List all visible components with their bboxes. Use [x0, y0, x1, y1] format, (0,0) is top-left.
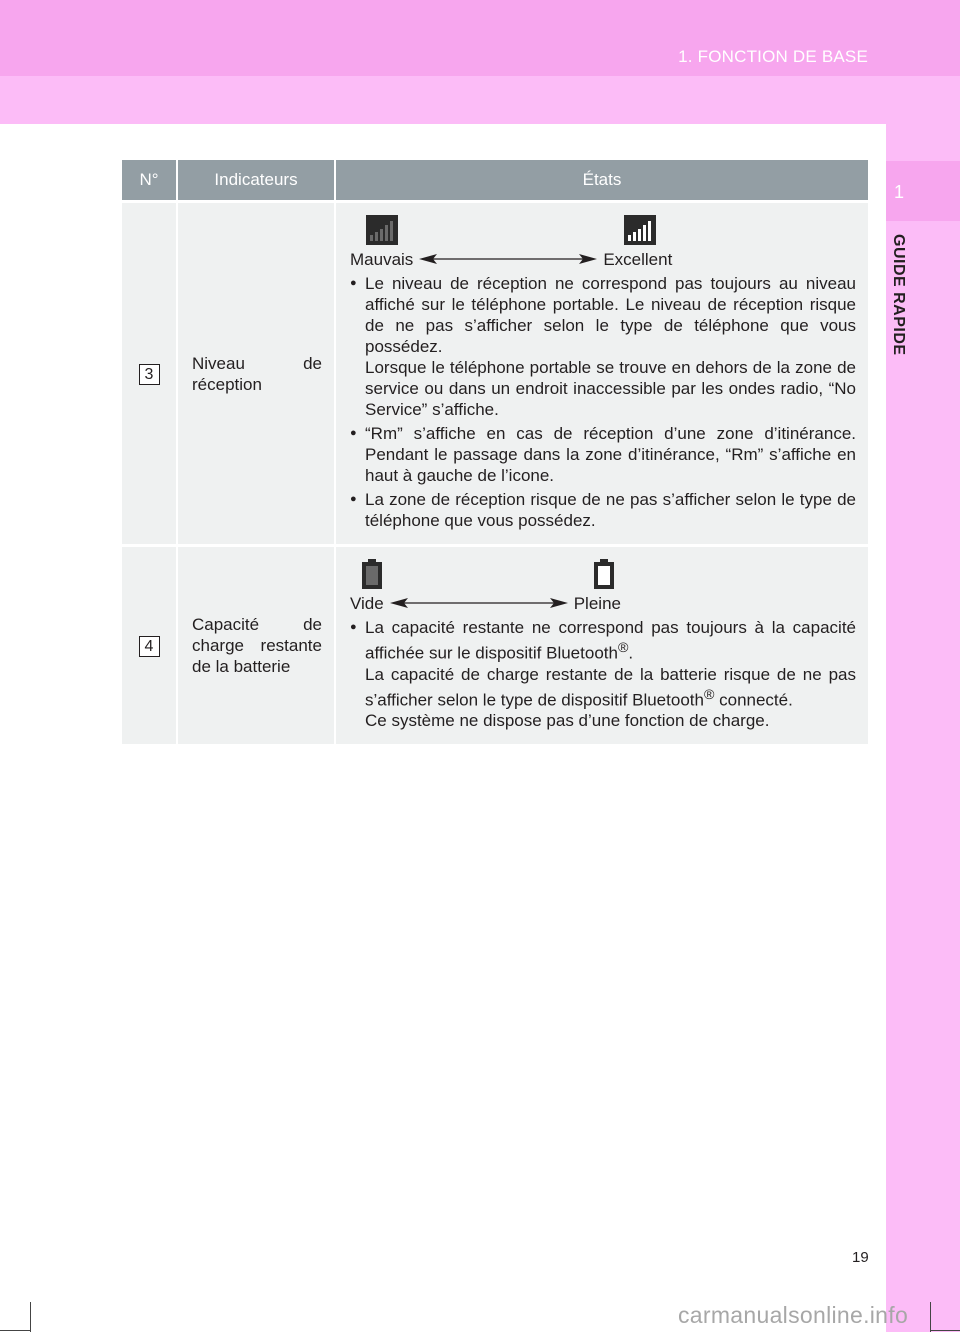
- registered-mark: ®: [617, 640, 629, 656]
- list-item: ● “Rm” s’affiche en cas de réception d’une zone d’itinérance. Pendant le passage dans la zone d’itinérance, “Rm” s’affiche en haut à gauche de l’icone.: [350, 423, 856, 486]
- scale-row: [350, 591, 856, 615]
- double-arrow-icon: [390, 597, 568, 609]
- header-sub-band: [0, 76, 960, 124]
- crop-mark: [930, 1302, 931, 1332]
- indicator-label: Capacité de charge restante de la batterie: [192, 615, 322, 677]
- icon-row: [350, 213, 856, 247]
- bullet-extra-text: Ce système ne dispose pas d’une fonction de charge.: [365, 711, 770, 731]
- row-number: 3: [139, 364, 160, 385]
- bullet-extra-text: La capacité de charge restante de la batterie risque de ne pas s’afficher selon le type de dispositif Bluetooth: [365, 664, 856, 710]
- list-item: ● La zone de réception risque de ne pas s’afficher selon le type de téléphone que vous possédez.: [350, 489, 856, 531]
- header-states: États: [335, 160, 868, 202]
- bullet-list: [350, 617, 856, 731]
- table-row: [122, 546, 868, 745]
- indicator-cell: [177, 202, 335, 546]
- signal-strong-icon: [624, 215, 656, 245]
- battery-full-icon: [594, 559, 614, 589]
- double-arrow-icon: [419, 253, 597, 265]
- bullet-text: La capacité restante ne correspond pas toujours à la capacité affichée sur le dispositif Bluetooth: [365, 618, 856, 663]
- registered-mark: ®: [703, 686, 715, 703]
- indicator-label: Niveau de réception: [192, 353, 322, 394]
- indicator-table: [122, 160, 868, 744]
- table-row: [122, 202, 868, 546]
- chapter-number: 1: [894, 182, 905, 202]
- row-number: 4: [139, 636, 160, 657]
- icon-row: [350, 557, 856, 591]
- page-number: 19: [852, 1249, 869, 1266]
- bullet-text: Le niveau de réception ne correspond pas toujours au niveau affiché sur le téléphone portable. Le niveau de réception risque de ne pas s’afficher selon le type de téléphone que vous possédez.: [365, 274, 856, 356]
- crop-mark: [0, 1330, 30, 1331]
- bullet-extra-text: Lorsque le téléphone portable se trouve en dehors de la zone de service ou dans un endroit inaccessible par les ondes radio, “No Service” s’affiche.: [365, 358, 856, 419]
- scale-right-label: Excellent: [603, 249, 673, 269]
- section-title: 1. FONCTION DE BASE: [678, 47, 868, 66]
- row-number-cell: [122, 202, 177, 546]
- signal-weak-icon: [366, 215, 398, 245]
- state-cell: [335, 202, 868, 546]
- header-number: N°: [122, 160, 177, 202]
- scale-left-label: Mauvais: [350, 249, 414, 269]
- state-cell: [335, 546, 868, 745]
- row-number-cell: [122, 546, 177, 745]
- bullet-list: [350, 273, 856, 531]
- list-item: [350, 273, 856, 420]
- crop-mark: [30, 1302, 31, 1332]
- indicator-cell: [177, 546, 335, 745]
- table-header-row: [122, 160, 868, 202]
- scale-row: [350, 247, 856, 271]
- crop-mark: [930, 1330, 960, 1331]
- chapter-label: GUIDE RAPIDE: [890, 234, 907, 356]
- bullet-extra-text-end: connecté.: [714, 690, 793, 710]
- header-indicators: Indicateurs: [177, 160, 335, 202]
- scale-left-label: Vide: [350, 593, 384, 613]
- battery-empty-icon: [362, 559, 382, 589]
- scale-right-label: Pleine: [573, 593, 621, 613]
- bullet-text-end: .: [628, 643, 634, 663]
- watermark[interactable]: carmanualsonline.info: [678, 1302, 909, 1328]
- list-item: [350, 617, 856, 731]
